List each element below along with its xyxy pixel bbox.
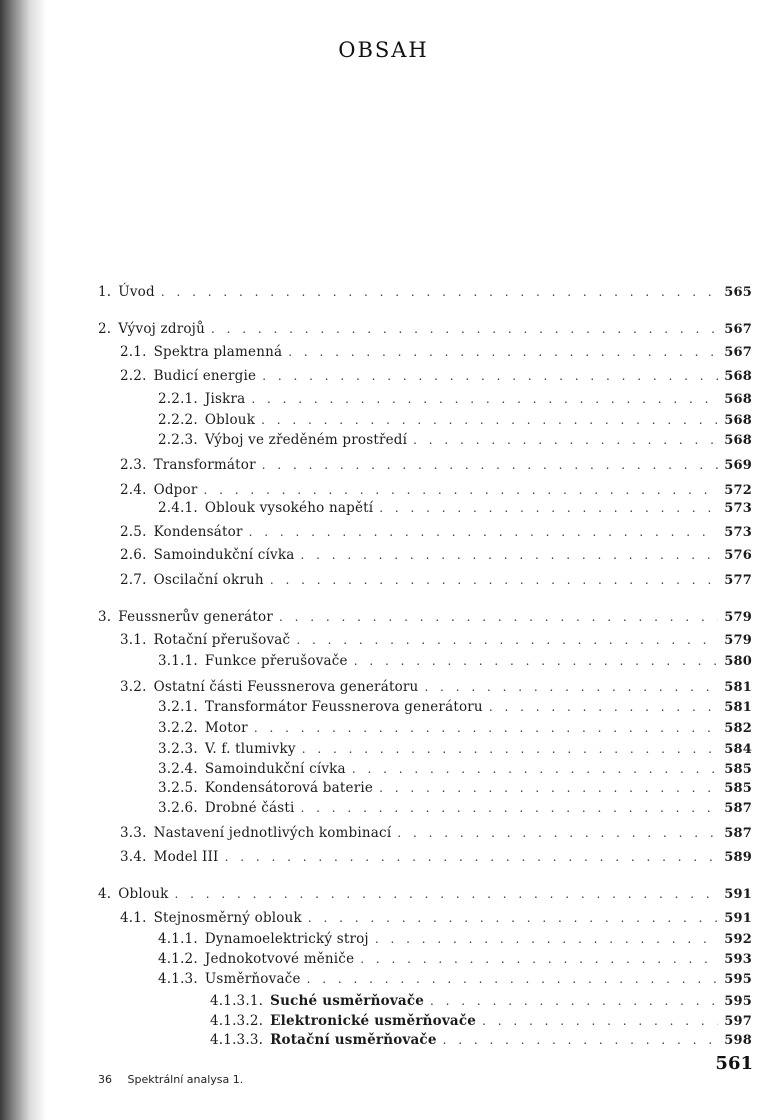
toc-entry-number: 3.4. — [120, 849, 147, 865]
toc-entry-page: 581 — [724, 700, 752, 715]
toc-entry-number: 2.1. — [120, 344, 147, 360]
toc-entry-page: 587 — [724, 801, 752, 816]
toc-entry — [98, 608, 752, 626]
toc-entry — [120, 343, 752, 361]
page-number: 561 — [715, 1053, 753, 1074]
toc-entry-title: Transformátor — [153, 457, 256, 473]
toc-entry — [98, 283, 752, 301]
dot-leader — [161, 283, 718, 301]
toc-entry-page: 580 — [724, 654, 752, 669]
toc-entry-title: Výboj ve zředěném prostředí — [204, 432, 408, 448]
toc-entry — [120, 571, 752, 589]
toc-entry-page: 582 — [724, 721, 752, 736]
toc-entry-page: 568 — [724, 413, 752, 428]
toc-entry-title: Oblouk vysokého napětí — [204, 500, 374, 516]
toc-entry — [98, 885, 752, 903]
toc-entry-number: 4.1.2. — [158, 951, 198, 967]
toc-entry-number: 4. — [98, 886, 112, 902]
toc-entry-page: 595 — [724, 972, 752, 987]
toc-entry-number: 3.3. — [120, 825, 147, 841]
toc-entry-page: 581 — [724, 680, 752, 695]
toc-entry — [210, 1012, 752, 1030]
dot-leader — [379, 779, 718, 797]
toc-entry-number: 2.7. — [120, 572, 147, 588]
toc-entry-title: Nastavení jednotlivých kombinací — [153, 825, 392, 841]
dot-leader — [254, 719, 718, 737]
toc-entry — [120, 523, 752, 541]
toc-entry-number: 3.2.1. — [158, 699, 198, 715]
toc-entry-title: V. f. tlumivky — [204, 741, 296, 757]
toc-entry — [120, 456, 752, 474]
toc-entry-page: 593 — [724, 952, 752, 967]
toc-entry-title: Model III — [153, 849, 219, 865]
toc-entry-number: 2.2.3. — [158, 432, 198, 448]
toc-entry — [120, 546, 752, 564]
toc-entry-page: 569 — [724, 458, 752, 473]
toc-entry-number: 4.1.1. — [158, 931, 198, 947]
toc-entry-number: 4.1.3.2. — [210, 1013, 264, 1029]
dot-leader — [352, 760, 718, 778]
dot-leader — [354, 652, 719, 670]
toc-entry-title: Rotační usměrňovače — [270, 1032, 437, 1048]
toc-entry-number: 2.6. — [120, 547, 147, 563]
toc-entry — [158, 652, 752, 670]
toc-entry — [120, 367, 752, 385]
toc-entry — [120, 848, 752, 866]
toc-entry-number: 2.2. — [120, 368, 147, 384]
toc-entry-number: 3.2.5. — [158, 780, 198, 796]
toc-entry-title: Spektra plamenná — [153, 344, 283, 360]
toc-entry — [158, 950, 752, 968]
toc-entry-title: Vývoj zdrojů — [118, 321, 205, 337]
toc-entry — [158, 499, 752, 517]
toc-entry-number: 4.1. — [120, 910, 147, 926]
toc-entry-page: 579 — [724, 633, 752, 648]
dot-leader — [307, 970, 719, 988]
dot-leader — [397, 824, 718, 842]
toc-entry-page: 572 — [724, 483, 752, 498]
toc-entry-number: 3.1.1. — [158, 653, 198, 669]
toc-entry-title: Samoindukční cívka — [204, 761, 346, 777]
toc-entry-title: Úvod — [118, 284, 155, 300]
toc-entry-number: 2.4.1. — [158, 500, 198, 516]
toc-entry-number: 3.2.6. — [158, 800, 198, 816]
toc-entry-page: 597 — [724, 1014, 752, 1029]
sheet-number: 36 — [98, 1073, 112, 1086]
toc-entry-page: 576 — [724, 548, 752, 563]
toc-entry-title: Ostatní části Feussnerova generátoru — [153, 679, 419, 695]
toc-entry-page: 568 — [724, 369, 752, 384]
dot-leader — [375, 930, 718, 948]
toc-entry-number: 3.1. — [120, 632, 147, 648]
toc-entry-number: 2.4. — [120, 482, 147, 498]
toc-entry-page: 573 — [724, 525, 752, 540]
toc-entry-title: Oblouk — [204, 412, 256, 428]
toc-entry-title: Odpor — [153, 482, 198, 498]
toc-entry-page: 585 — [724, 781, 752, 796]
toc-entry-number: 3.2.2. — [158, 720, 198, 736]
dot-leader — [279, 608, 718, 626]
toc-entry — [120, 909, 752, 927]
toc-entry-number: 3.2.3. — [158, 741, 198, 757]
toc-entry-page: 591 — [724, 887, 752, 902]
toc-entry-title: Kondensátorová baterie — [204, 780, 374, 796]
toc-entry — [98, 320, 752, 338]
toc-entry-number: 3. — [98, 609, 112, 625]
dot-leader — [251, 390, 718, 408]
toc-entry-page: 565 — [724, 285, 752, 300]
toc-entry — [120, 678, 752, 696]
dot-leader — [413, 431, 718, 449]
toc-entry-title: Budicí energie — [153, 368, 257, 384]
toc-entry-number: 2.2.1. — [158, 391, 198, 407]
toc-entry-title: Funkce přerušovače — [204, 653, 348, 669]
dot-leader — [379, 499, 718, 517]
toc-entry — [158, 719, 752, 737]
toc-entry — [158, 390, 752, 408]
toc-entry-page: 567 — [724, 345, 752, 360]
toc-entry-number: 4.1.3.3. — [210, 1032, 264, 1048]
toc-entry — [158, 411, 752, 429]
dot-leader — [175, 885, 719, 903]
toc-entry — [158, 760, 752, 778]
footer-signature — [98, 1073, 255, 1086]
dot-leader — [262, 456, 719, 474]
dot-leader — [261, 411, 718, 429]
toc-entry-number: 3.2.4. — [158, 761, 198, 777]
toc-entry-page: 589 — [724, 850, 752, 865]
toc-entry — [120, 481, 752, 499]
dot-leader — [489, 698, 718, 716]
toc-entry — [210, 992, 752, 1010]
toc-entry-title: Oscilační okruh — [153, 572, 264, 588]
toc-entry-number: 4.1.3.1. — [210, 993, 264, 1009]
toc-entry-title: Suché usměrňovače — [270, 993, 425, 1009]
toc-entry-title: Stejnosměrný oblouk — [153, 910, 302, 926]
toc-entry-title: Jednokotvové měniče — [204, 951, 355, 967]
toc-entry-page: 585 — [724, 762, 752, 777]
toc-entry-page: 579 — [724, 610, 752, 625]
toc-entry-title: Elektronické usměrňovače — [270, 1013, 477, 1029]
toc-entry-page: 598 — [724, 1033, 752, 1048]
dot-leader — [301, 546, 719, 564]
toc-entry-title: Motor — [204, 720, 248, 736]
toc-entry-number: 2. — [98, 321, 112, 337]
toc-entry-number: 2.2.2. — [158, 412, 198, 428]
toc-entry — [158, 930, 752, 948]
toc-entry — [158, 970, 752, 988]
toc-entry-title: Usměrňovače — [204, 971, 301, 987]
toc-entry-page: 591 — [724, 911, 752, 926]
toc-entry-title: Kondensátor — [153, 524, 243, 540]
dot-leader — [204, 481, 719, 499]
toc-entry-page: 567 — [724, 322, 752, 337]
toc-entry — [158, 740, 752, 758]
toc-entry-title: Transformátor Feussnerova generátoru — [204, 699, 483, 715]
dot-leader — [482, 1012, 718, 1030]
toc-entry-page: 587 — [724, 826, 752, 841]
book-binding-shadow — [0, 0, 46, 1120]
toc-entry-page: 568 — [724, 392, 752, 407]
toc-entry-title: Rotační přerušovač — [153, 632, 291, 648]
toc-entry-page: 577 — [724, 573, 752, 588]
toc-entry-page: 595 — [724, 994, 752, 1009]
toc-entry — [120, 824, 752, 842]
toc-entry-title: Samoindukční cívka — [153, 547, 295, 563]
toc-entry — [210, 1031, 752, 1049]
dot-leader — [360, 950, 718, 968]
toc-entry-number: 1. — [98, 284, 112, 300]
dot-leader — [443, 1031, 719, 1049]
toc-entry — [158, 779, 752, 797]
dot-leader — [288, 343, 718, 361]
toc-entry-number: 2.3. — [120, 457, 147, 473]
toc-entry-page: 573 — [724, 501, 752, 516]
dot-leader — [424, 678, 718, 696]
toc-entry — [158, 799, 752, 817]
toc-entry — [158, 698, 752, 716]
toc-entry-title: Oblouk — [118, 886, 169, 902]
dot-leader — [270, 571, 718, 589]
toc-entry-number: 4.1.3. — [158, 971, 198, 987]
toc-entry-title: Drobné části — [204, 800, 295, 816]
dot-leader — [249, 523, 719, 541]
toc-entry — [158, 431, 752, 449]
dot-leader — [301, 799, 719, 817]
toc-entry-page: 568 — [724, 433, 752, 448]
toc-entry-number: 3.2. — [120, 679, 147, 695]
dot-leader — [308, 909, 718, 927]
toc-entry-title: Feussnerův generátor — [118, 609, 274, 625]
book-title: Spektrální analysa 1. — [127, 1073, 244, 1086]
toc-entry-page: 592 — [724, 932, 752, 947]
toc-entry-page: 584 — [724, 742, 752, 757]
toc-entry-number: 2.5. — [120, 524, 147, 540]
dot-leader — [262, 367, 718, 385]
page-title: OBSAH — [338, 38, 429, 62]
dot-leader — [302, 740, 719, 758]
toc-entry — [120, 631, 752, 649]
dot-leader — [225, 848, 719, 866]
dot-leader — [296, 631, 718, 649]
toc-entry-title: Jiskra — [204, 391, 246, 407]
toc-entry-title: Dynamoelektrický stroj — [204, 931, 369, 947]
dot-leader — [211, 320, 718, 338]
dot-leader — [430, 992, 718, 1010]
